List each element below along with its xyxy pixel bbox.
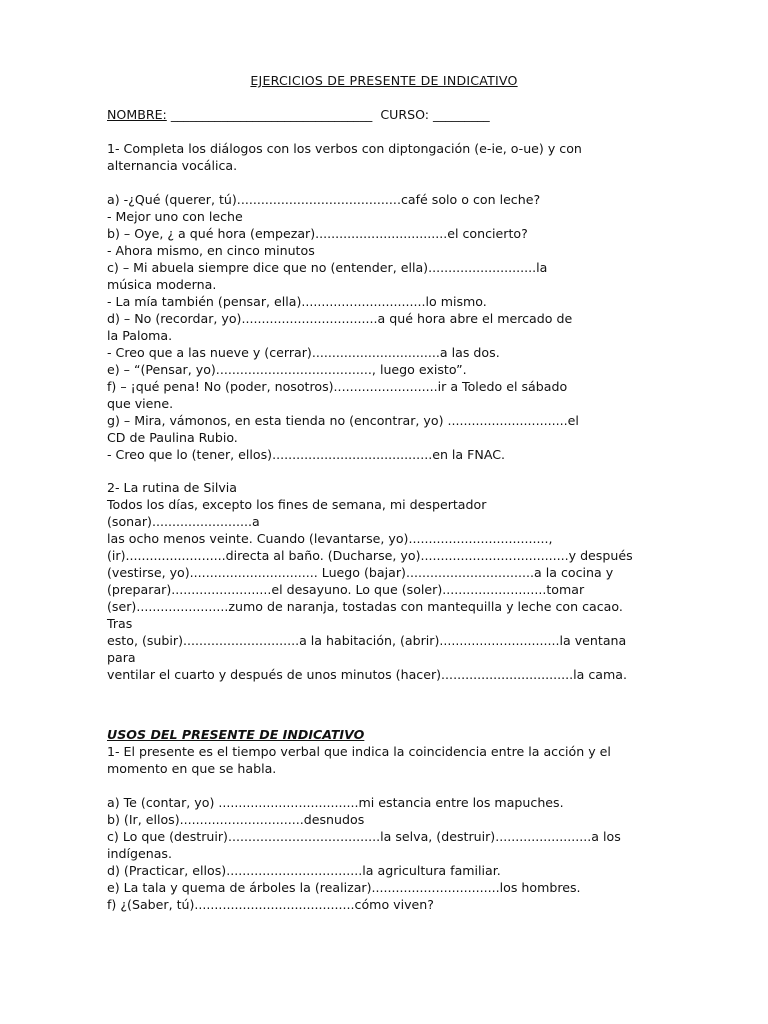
exercise-line: c) – Mi abuela siempre dice que no (entender, ella)...........................la: [107, 260, 548, 275]
nombre-label: NOMBRE:: [107, 107, 167, 122]
routine-line: (vestirse, yo)................................ Luego (bajar)................................a la cocina y: [107, 565, 614, 580]
curso-label: CURSO:: [380, 107, 430, 122]
exercise-line: la Paloma.: [107, 328, 173, 343]
exercise-line: b) – Oye, ¿ a qué hora (empezar).................................el concierto?: [107, 226, 528, 241]
exercise-line: - Creo que a las nueve y (cerrar)................................a las dos.: [107, 345, 500, 360]
exercise-line: - Creo que lo (tener, ellos)........................................en la FNAC.: [107, 447, 506, 462]
exercise-line: f) – ¡qué pena! No (poder, nosotros)..........................ir a Toledo el sábado: [107, 379, 568, 394]
exercise-line: d) – No (recordar, yo)..................................a qué hora abre el mercado de: [107, 311, 573, 326]
exercise-line: - Mejor uno con leche: [107, 209, 243, 224]
exercise-line: música moderna.: [107, 277, 217, 292]
section1-instruction: [107, 140, 667, 174]
exercise-line: - Ahora mismo, en cinco minutos: [107, 243, 315, 258]
usos-line: b) (Ir, ellos)...............................desnudos: [107, 812, 365, 827]
routine-line: Tras: [107, 616, 133, 631]
section-heading: USOS DEL PRESENTE DE INDICATIVO: [107, 727, 365, 742]
routine-line: (sonar).........................a: [107, 514, 260, 529]
routine-line: (preparar).........................el desayuno. Lo que (soler)..........................tomar: [107, 582, 585, 597]
routine-line: las ocho menos veinte. Cuando (levantarse, yo)...................................,: [107, 531, 553, 546]
usos-line: a) Te (contar, yo) ...................................mi estancia entre los mapuches.: [107, 795, 564, 810]
nombre-blank: ________________________________: [170, 107, 373, 122]
routine-line: 2- La rutina de Silvia: [107, 480, 238, 495]
exercise-line: CD de Paulina Rubio.: [107, 430, 238, 445]
usos-line: [107, 777, 667, 794]
section3-usos: [107, 726, 667, 913]
routine-line: para: [107, 650, 136, 665]
usos-line: f) ¿(Saber, tú)........................................cómo viven?: [107, 897, 434, 912]
routine-line: (ir).........................directa al baño. (Ducharse, yo).....................................y después: [107, 548, 633, 563]
usos-line: momento en que se habla.: [107, 761, 277, 776]
routine-line: (ser).......................zumo de naranja, tostadas con mantequilla y leche con cacao.: [107, 599, 623, 614]
usos-line: indígenas.: [107, 846, 172, 861]
routine-line: esto, (subir).............................a la habitación, (abrir)..............................la ventana: [107, 633, 627, 648]
usos-line: d) (Practicar, ellos)..................................la agricultura familiar.: [107, 863, 501, 878]
curso-blank: _________: [433, 107, 490, 122]
exercise-line: que viene.: [107, 396, 174, 411]
section2-routine: [107, 479, 667, 683]
page-title: EJERCICIOS DE PRESENTE DE INDICATIVO: [250, 73, 518, 88]
routine-line: Todos los días, excepto los fines de semana, mi despertador: [107, 497, 487, 512]
routine-line: ventilar el cuarto y después de unos minutos (hacer).................................la cama.: [107, 667, 628, 682]
section1-exercises: [107, 191, 667, 463]
exercise-line: a) -¿Qué (querer, tú).........................................café solo o con leche?: [107, 192, 541, 207]
instruction-line: 1- Completa los diálogos con los verbos con diptongación (e-ie, o-ue) y con: [107, 141, 582, 156]
name-course-row: [107, 106, 490, 123]
instruction-line: alternancia vocálica.: [107, 158, 238, 173]
usos-line: e) La tala y quema de árboles la (realizar)................................los hombres.: [107, 880, 581, 895]
exercise-line: g) – Mira, vámonos, en esta tienda no (encontrar, yo) ..............................el: [107, 413, 579, 428]
exercise-line: e) – “(Pensar, yo)......................................., luego existo”.: [107, 362, 467, 377]
usos-line: 1- El presente es el tiempo verbal que indica la coincidencia entre la acción y el: [107, 744, 611, 759]
usos-line: c) Lo que (destruir)......................................la selva, (destruir)........................a los: [107, 829, 621, 844]
exercise-line: - La mía también (pensar, ella)...............................lo mismo.: [107, 294, 487, 309]
